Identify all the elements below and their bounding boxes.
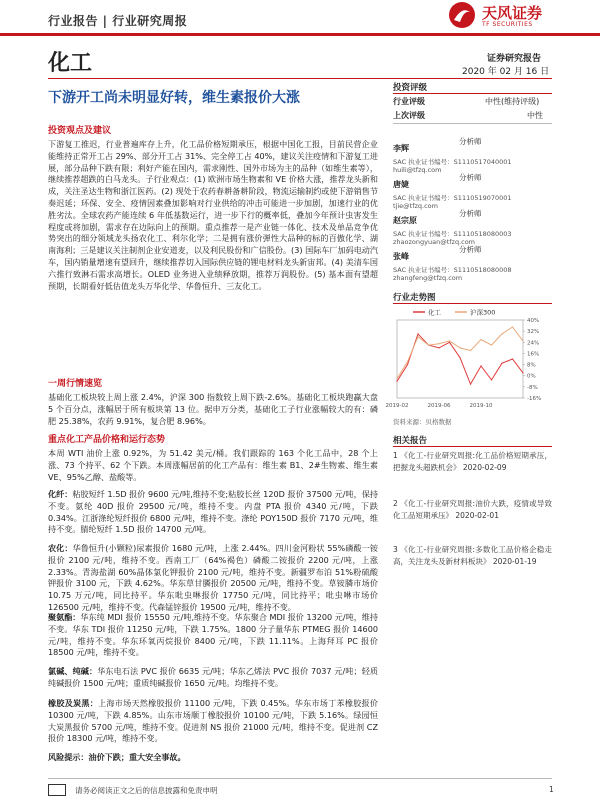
page-number: 1 bbox=[549, 785, 554, 794]
y-tick-label: 32% bbox=[527, 329, 540, 336]
analyst-name: 唐婕 bbox=[393, 180, 409, 189]
data-point bbox=[501, 333, 502, 334]
data-point bbox=[438, 343, 439, 344]
report-kind: 证券研究报告 bbox=[487, 54, 542, 64]
report-date: 2020 年 02 月 16 日 bbox=[462, 67, 550, 77]
logo-subtext: TF SECURITIES bbox=[482, 21, 533, 28]
prev-rating-value: 中性 bbox=[527, 111, 543, 120]
rating-label: 行业评级 bbox=[393, 97, 425, 106]
prev-rating-label: 上次评级 bbox=[393, 111, 425, 120]
data-point bbox=[407, 361, 408, 362]
data-point bbox=[417, 333, 418, 334]
y-tick-label: 40% bbox=[527, 318, 540, 324]
analyst-role: 分析师 bbox=[459, 137, 482, 146]
related-title: 相关报告 bbox=[393, 436, 428, 446]
section-title-market: 一周行情速览 bbox=[48, 379, 103, 389]
section-body-market: 基础化工板块较上周上涨 2.4%，沪深 300 指数较上周下跌-2.6%。基础化工板块跑赢大盘 5 个百分点，涨幅居于所有板块第 13 位。据申万分类，基础化工子行业涨幅较大的有：磷肥 25.38%，农药 9.91%，复合肥 8.96%。 bbox=[48, 392, 378, 426]
data-point bbox=[491, 344, 492, 345]
paragraph-chemfiber bbox=[48, 489, 378, 536]
chart-source: 资料来源：贝格数据 bbox=[393, 418, 452, 426]
analyst-block-1 bbox=[393, 136, 552, 174]
analyst-cert: SAC 执业证书编号：S1110518080003 bbox=[393, 230, 512, 238]
rating-title: 投资评级 bbox=[393, 83, 428, 93]
rating-bottom-rule bbox=[393, 123, 552, 124]
data-point bbox=[480, 365, 481, 366]
y-tick-label: 16% bbox=[527, 351, 540, 358]
text-risk: 油价下跌；重大安全事故。 bbox=[88, 752, 186, 762]
related-report-3[interactable]: 3 《化工-行业研究周报:多数化工品价格企稳走高，关注龙头及新材料板块》 2020-01-19 bbox=[393, 545, 552, 566]
data-point bbox=[396, 381, 397, 382]
text-polyurethane: 华东纯 MDI 报价 15550 元/吨,维持不变。华东聚合 MDI 报价 13200 元/吨，维持不变。华东 TDI 报价 11250 元/吨，下跌 1.75%。1800 分子量华东 PTMEG 报价 14600 元/吨，维持不变。华东环氧丙烷报价 8400 元/吨，下跌 11.11%。上海拜耳 PC 报价 18500 元/吨，维持不变。 bbox=[48, 612, 378, 658]
y-tick-label: 24% bbox=[527, 340, 540, 347]
text-chemfiber: 粘胶短纤 1.5D 报价 9600 元/吨,维持不变;粘胶长丝 120D 报价 37500 元/吨，保持不变。氨纶 40D 报价 29500 元/吨，维持不变。内盘 PTA 报价 4340 元/吨，下跌 0.34%。江浙涤纶短纤报价 6800 元/吨，维持不变。涤纶 POY150D 报价 7170 元/吨，维持不变。腈纶短纤 1.5D 报价 14700 元/吨。 bbox=[48, 489, 378, 535]
industry-trend-chart bbox=[385, 306, 552, 416]
header-rule bbox=[0, 33, 600, 36]
data-point bbox=[522, 340, 523, 341]
related-report-1[interactable]: 1 《化工-行业研究周报:化工品价格短期承压，把握龙头超跌机会》 2020-02-09 bbox=[393, 451, 552, 472]
legend-label: 化工 bbox=[428, 308, 441, 317]
logo-emblem-icon bbox=[440, 0, 480, 30]
label-risk: 风险提示： bbox=[48, 752, 89, 762]
title-divider bbox=[48, 78, 552, 79]
data-point bbox=[438, 347, 439, 348]
analyst-role: 分析师 bbox=[459, 173, 482, 182]
data-point bbox=[459, 347, 460, 348]
series-line-csi300 bbox=[397, 327, 523, 379]
qr-code-icon bbox=[48, 784, 66, 796]
data-point bbox=[449, 340, 450, 341]
report-headline: 下游开工尚未明显好转，维生素报价大涨 bbox=[48, 90, 300, 106]
plot-frame bbox=[397, 320, 523, 398]
data-point bbox=[512, 326, 513, 327]
analyst-email[interactable]: zhaozongyuan@tfzq.com bbox=[393, 238, 476, 246]
page-title: 化工 bbox=[48, 51, 93, 76]
analyst-block-2 bbox=[393, 172, 552, 210]
data-point bbox=[459, 357, 460, 358]
y-tick-label: -16% bbox=[527, 396, 542, 402]
y-tick-label: -8% bbox=[527, 384, 538, 391]
related-report-2[interactable]: 2 《化工-行业研究周报:油价大跌，疫情或导致化工品短期承压》 2020-02-01 bbox=[393, 499, 552, 520]
x-tick-label: 2019-06 bbox=[427, 403, 451, 409]
text-chloralkali: 华东电石法 PVC 报价 6635 元/吨；华东乙烯法 PVC 报价 7037 元/吨；轻质纯碱报价 1500 元/吨；重质纯碱报价 1650 元/吨。均维持不变。 bbox=[48, 666, 378, 688]
analyst-role: 分析师 bbox=[459, 209, 482, 218]
section-title-views: 投资观点及建议 bbox=[48, 126, 112, 136]
data-point bbox=[470, 350, 471, 351]
data-point bbox=[407, 364, 408, 365]
analyst-name: 李辉 bbox=[393, 144, 409, 153]
data-point bbox=[417, 336, 418, 337]
data-point bbox=[512, 358, 513, 359]
analyst-email[interactable]: zhangfeng@tfzq.com bbox=[393, 274, 463, 282]
trend-title: 行业走势图 bbox=[393, 293, 436, 303]
data-point bbox=[522, 372, 523, 373]
analyst-block-3 bbox=[393, 208, 552, 246]
analyst-name: 赵宗原 bbox=[393, 216, 417, 225]
label-chloralkali: 氯碱、纯碱： bbox=[48, 666, 98, 676]
paragraph-agri bbox=[48, 543, 378, 614]
y-tick-label: 8% bbox=[527, 362, 536, 369]
analyst-cert: SAC 执业证书编号：S1110518080008 bbox=[393, 266, 512, 274]
trend-rule bbox=[393, 303, 552, 304]
analyst-name: 张峰 bbox=[393, 252, 409, 261]
y-tick-label: 0% bbox=[527, 373, 536, 380]
text-rubber: 上海市场天然橡胶报价 11100 元/吨，下跌 0.45%。华东市场丁苯橡胶报价 10300 元/吨，下跌 4.85%。山东市场顺丁橡胶报价 10100 元/吨，下跌 5.16%。绿园恒大炭黑报价 5700 元/吨，维持不变。促进剂 NS 报价 21000 元/吨，维持不变。促进剂 CZ 报价 18300 元/吨，维持不变。 bbox=[48, 698, 378, 744]
footer-rule bbox=[48, 778, 552, 779]
label-rubber: 橡胶及炭黑： bbox=[48, 698, 99, 708]
analyst-block-4 bbox=[393, 244, 552, 282]
analyst-cert: SAC 执业证书编号：S1110517040001 bbox=[393, 158, 512, 166]
section-title-prices: 重点化工产品价格和运行态势 bbox=[48, 435, 166, 445]
label-chemfiber: 化纤： bbox=[48, 489, 73, 499]
paragraph-risk bbox=[48, 752, 378, 764]
analyst-role: 分析师 bbox=[459, 245, 482, 254]
analyst-email[interactable]: huili@tfzq.com bbox=[393, 166, 442, 174]
rating-rule bbox=[393, 93, 552, 94]
paragraph-polyurethane bbox=[48, 612, 378, 659]
data-point bbox=[491, 379, 492, 380]
analyst-cert: SAC 执业证书编号：S1110519070001 bbox=[393, 194, 512, 202]
section-body-views: 下游复工推迟，行业普遍库存上升，化工品价格短期承压，根据中国化工报，目前民营企业能维持正常开工占 29%、部分开工占 31%、完全停工占 40%，建议关注疫情和下游复工进展，部分品种下跌有限；利好产能在国内，需求刚性、国外市场为主的品种（如维生素等），继续推荐超跌的白马龙头。子行业观点：(1) 欧洲市场生物素和 VE 价格大涨，推荐龙头新和成，关注圣达生物和浙江医药。(2) 现处于农药春耕备耕阶段，物流运输制约或使下游销售节奏迟延；环保、安全、疫情因素叠加影响对行业供给的冲击可能进一步加剧，加速行业的优胜劣汰。全球农药产能连续 6 年低基数运行，进一步下行的概率低，叠加今年预计虫害发生程度或将加剧，需求存在边际向上的预期。重点推荐一是产业链一体化、技术及单品竞争优势突出的细分领域龙头扬农化工、利尔化学；二是拥有涨价弹性大品种的标的百傲化学、湖南海利；三是建议关注制剂企业安道麦，以及利民股份和广信股份。(3) 国际车厂加码电动汽车，国内销量增速有望回升，继续推荐切入国际供应链的锂电材料龙头新宙邦。(4) 美清车国六推行致淋石需求高增长。OLED 业务进入业绩释放期，推荐万润股份。(5) 基本面有望超预期，长期看好低估值龙头万华化学、华鲁恒升、三友化工。 bbox=[48, 139, 378, 291]
x-tick-label: 2019-10 bbox=[469, 403, 493, 409]
label-agri: 农化： bbox=[48, 543, 73, 553]
analyst-email[interactable]: tjie@tfzq.com bbox=[393, 202, 438, 210]
report-type: 行业报告 | 行业研究周报 bbox=[48, 14, 188, 28]
rating-value: 中性(维持评级) bbox=[485, 97, 540, 106]
data-point bbox=[480, 339, 481, 340]
related-rule bbox=[393, 446, 552, 447]
x-tick-label: 2019-02 bbox=[385, 403, 409, 409]
paragraph-chloralkali bbox=[48, 666, 378, 690]
logo-text: 天风证券 bbox=[482, 4, 543, 22]
data-point bbox=[396, 378, 397, 379]
section-body-prices: 本周 WTI 油价上涨 0.92%，为 51.42 美元/桶。我们跟踪的 163 个化工品中，28 个上涨、73 个持平、62 个下跌。本周涨幅居前的化工产品有：维生素 B1、2#生物素、维生素 VE、95%乙醇、盐酸等。 bbox=[48, 448, 378, 482]
legend-label: 沪深300 bbox=[470, 308, 496, 317]
footer-disclaimer: 请务必阅读正文之后的信息披露和免责申明 bbox=[75, 786, 218, 795]
data-point bbox=[470, 383, 471, 384]
text-agri: 华鲁恒升(小颗粒)尿素报价 1680 元/吨，上涨 2.44%。四川金河粉状 55%磷酸一铵报价 2100 元/吨，维持不变。西南工厂（64%褐色）磷酸二铵报价 2200 元/吨，上涨 2.33%。青海盐湖 60%晶体氯化钾报价 2100 元/吨，维持不变。新疆罗布泊 51%粉硫酸钾报价 3100 元，下跌 4.62%。华东草甘膦报价 20500 元/吨，维持不变。草铵膦市场价 10.75 万元/吨，同比持平。华东吡虫啉报价 17750 元/吨，同比持平；吡虫啉市场价 126500 元/吨，维持不变。代森锰锌报价 19500 元/吨，维持不变。 bbox=[48, 543, 378, 612]
label-polyurethane: 聚氨酯： bbox=[48, 612, 81, 622]
data-point bbox=[501, 363, 502, 364]
data-point bbox=[428, 344, 429, 345]
data-point bbox=[449, 342, 450, 343]
paragraph-rubber bbox=[48, 698, 378, 745]
